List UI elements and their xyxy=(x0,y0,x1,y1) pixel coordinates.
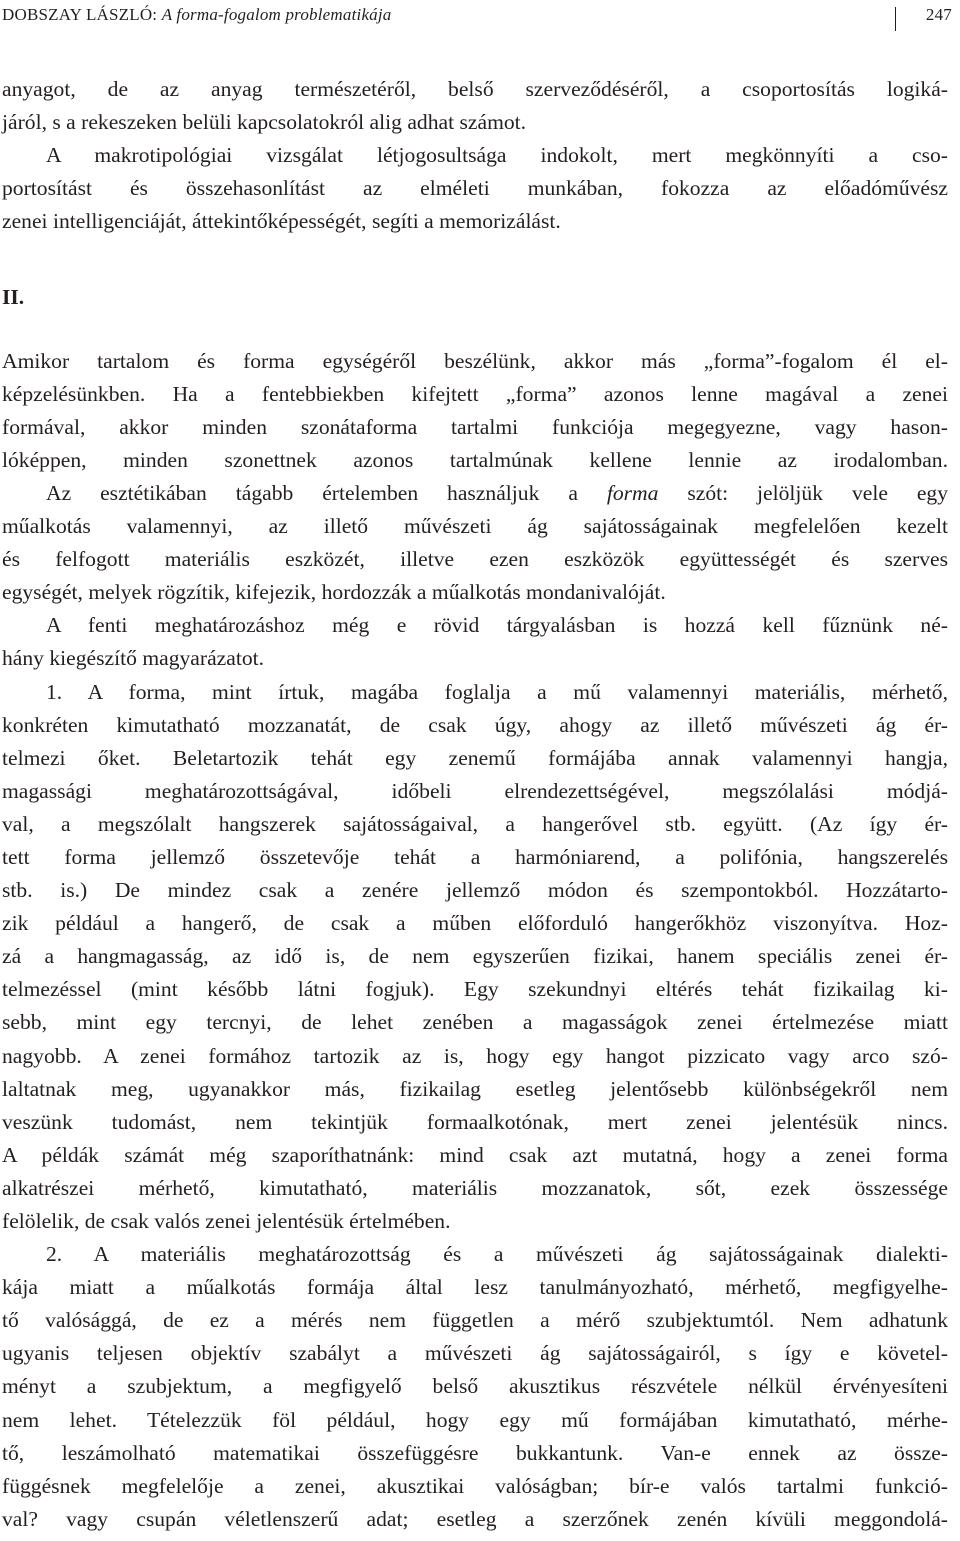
text-line: stb. is.) De mindez csak a zenére jellemző módon és szempontokból. Hozzátarto- xyxy=(2,878,948,903)
text-line: nagyobb. A zenei formához tartozik az is, hogy egy hangot pizzicato vagy arco szó- xyxy=(2,1043,948,1068)
text-line: zá a hangmagasság, az idő is, de nem egyszerűen fizikai, hanem speciális zenei ér- xyxy=(2,944,948,969)
text-line: konkréten kimutatható mozzanatát, de csak úgy, ahogy az illető művészeti ág ér- xyxy=(2,712,948,737)
text-line: kája miatt a műalkotás formája által lesz tanulmányozható, mérhető, megfigyelhe- xyxy=(2,1275,948,1300)
header-author: DOBSZAY LÁSZLÓ: xyxy=(2,5,158,24)
text-line: zik például a hangerő, de csak a műben előforduló hangerőkhöz viszonyítva. Hoz- xyxy=(2,911,948,936)
text-line: járól, s a rekeszeken belüli kapcsolatokról alig adhat számot. xyxy=(2,110,527,135)
text-line: magassági meghatározottságával, időbeli elrendezettségével, megszólalási módjá- xyxy=(2,778,948,803)
text-line: laltatnak meg, ugyanakkor más, fizikailag esetleg jelentősebb különbségekről nem xyxy=(2,1076,948,1101)
body-text xyxy=(2,73,948,1536)
text-segment: Az esztétikában tágabb értelemben használjuk a xyxy=(46,480,607,505)
text-line: hány kiegészítő magyarázatot. xyxy=(2,646,265,671)
text-line: tő, leszámolható matematikai összefüggésre bukkantunk. Van-e ennek az össze- xyxy=(2,1440,948,1465)
text-line: val? vagy csupán véletlenszerű adat; esetleg a szerzőnek zenén kívüli meggondolá- xyxy=(2,1506,948,1531)
text-line: A makrotipológiai vizsgálat létjogosultsága indokolt, mert megkönnyíti a cso- xyxy=(46,143,948,168)
text-line: tő valósággá, de ez a mérés nem független a mérő szubjektumtól. Nem adhatunk xyxy=(2,1308,948,1333)
text-line: veszünk tudomást, nem tekintjük formaalkotónak, mert zenei jelentésük nincs. xyxy=(2,1109,948,1134)
text-line: és felfogott materiális eszközét, illetve ezen eszközök együttességét és szerves xyxy=(2,547,948,572)
text-line: tett forma jellemző összetevője tehát a harmóniarend, a polifónia, hangszerelés xyxy=(2,844,948,869)
text-line: 1. A forma, mint írtuk, magába foglalja a mű valamennyi materiális, mérhető, xyxy=(46,679,948,704)
text-line: Amikor tartalom és forma egységéről beszélünk, akkor más „forma”-fogalom él el- xyxy=(2,348,948,373)
text-line: zenei intelligenciáját, áttekintőképességét, segíti a memorizálást. xyxy=(2,209,561,234)
text-line: portosítást és összehasonlítást az elméleti munkában, fokozza az előadóművész xyxy=(2,176,948,201)
header-title: A forma-fogalom problematikája xyxy=(161,5,392,24)
text-line: A példák számát még szaporíthatnánk: mind csak azt mutatná, hogy a zenei forma xyxy=(2,1142,948,1167)
text-line xyxy=(2,477,948,510)
text-line: formával, akkor minden szonátaforma tartalmi funkciója megegyezne, vagy hason- xyxy=(2,414,948,439)
text-line: 2. A materiális meghatározottság és a művészeti ág sajátosságainak dialekti- xyxy=(46,1242,948,1267)
text-line: anyagot, de az anyag természetéről, belső szerveződéséről, a csoportosítás logiká- xyxy=(2,77,948,101)
header-divider xyxy=(895,7,896,31)
emphasis-forma: forma xyxy=(606,480,659,505)
text-line: val, a megszólalt hangszerek sajátosságaival, a hangerővel stb. együtt. (Az így ér- xyxy=(2,811,948,836)
text-line: egységét, melyek rögzítik, kifejezik, hordozzák a műalkotás mondanivalóját. xyxy=(2,580,666,605)
running-title xyxy=(2,5,392,25)
text-line: nem lehet. Tételezzük föl például, hogy egy mű formájában kimutatható, mérhe- xyxy=(2,1407,948,1432)
text-line: felölelik, de csak valós zenei jelentésük értelmében. xyxy=(2,1209,451,1233)
text-segment: szót: jelöljük vele egy xyxy=(658,480,949,505)
text-line: A fenti meghatározáshoz még e rövid tárgyalásban is hozzá kell fűznünk né- xyxy=(46,613,948,638)
section-gap xyxy=(2,238,948,281)
section-gap xyxy=(2,315,948,345)
text-line: telmezi őket. Beletartozik tehát egy zenemű formájába annak valamennyi hangja, xyxy=(2,745,948,770)
text-line: sebb, mint egy tercnyi, de lehet zenében a magasságok zenei értelmezése miatt xyxy=(2,1010,948,1035)
text-line: ugyanis teljesen objektív szabályt a művészeti ág sajátosságairól, s így e követel- xyxy=(2,1341,948,1366)
text-line: alkatrészei mérhető, kimutatható, materiális mozzanatok, sőt, ezek összessége xyxy=(2,1175,948,1200)
text-line: képzelésünkben. Ha a fentebbiekben kifejtett „forma” azonos lenne magával a zenei xyxy=(2,381,948,406)
text-line: műalkotás valamennyi, az illető művészeti ág sajátosságainak megfelelően kezelt xyxy=(2,514,948,539)
section-heading: II. xyxy=(2,285,25,310)
text-line: lóképpen, minden szonettnek azonos tartalmúnak kellene lennie az irodalomban. xyxy=(2,447,948,472)
page-number: 247 xyxy=(925,5,952,24)
text-line: telmezéssel (mint később látni fogjuk). Egy szekundnyi eltérés tehát fizikailag ki- xyxy=(2,977,948,1002)
text-line: függésnek megfelelője a zenei, akusztikai valóságban; bír-e valós tartalmi funkció- xyxy=(2,1473,948,1498)
text-line: ményt a szubjektum, a megfigyelő belső akusztikus részvétele nélkül érvényesíteni xyxy=(2,1374,948,1399)
running-header xyxy=(2,5,952,33)
